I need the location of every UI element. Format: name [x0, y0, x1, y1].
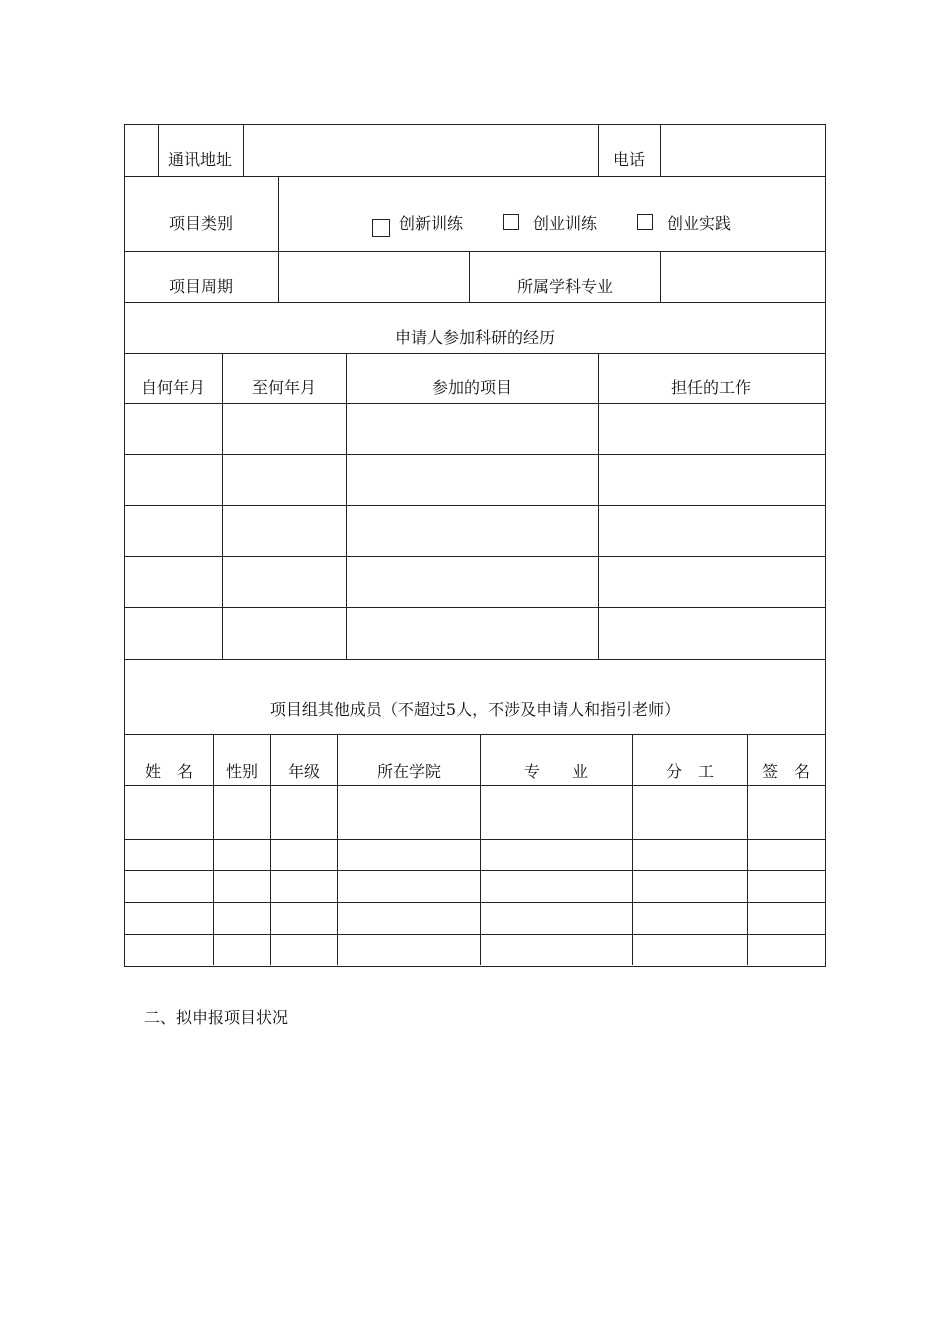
cell-divider — [222, 353, 223, 659]
option-innovation-training: 创新训练 — [399, 214, 464, 233]
members-header-duty: 分 工 — [665, 762, 715, 781]
members-header-name: 姓 名 — [144, 762, 194, 781]
option-entrepreneurship-training: 创业训练 — [533, 214, 598, 233]
row-divider — [124, 176, 825, 177]
cell-divider — [158, 124, 159, 176]
cell-divider — [213, 734, 214, 965]
section-heading: 二、拟申报项目状况 — [144, 1008, 289, 1027]
row-divider — [124, 659, 825, 660]
members-header-college: 所在学院 — [376, 762, 442, 781]
research-section-title: 申请人参加科研的经历 — [394, 328, 556, 347]
cell-divider — [469, 251, 470, 302]
cell-divider — [243, 124, 244, 176]
option-entrepreneurship-practice: 创业实践 — [667, 214, 732, 233]
row-divider — [124, 734, 825, 735]
cell-divider — [278, 251, 279, 302]
members-header-gender: 性别 — [225, 762, 259, 781]
members-header-grade: 年级 — [287, 762, 321, 781]
cell-divider — [346, 353, 347, 659]
members-header-signature: 签 名 — [761, 762, 811, 781]
cell-divider — [337, 734, 338, 965]
research-header-role: 担任的工作 — [670, 378, 752, 397]
row-divider — [124, 403, 825, 404]
cell-divider — [660, 251, 661, 302]
row-divider — [124, 505, 825, 506]
row-divider — [124, 934, 825, 935]
row-divider — [124, 302, 825, 303]
row-divider — [124, 870, 825, 871]
discipline-label: 所属学科专业 — [516, 277, 614, 296]
row-divider — [124, 839, 825, 840]
row-divider — [124, 454, 825, 455]
checkbox-entrepreneurship-practice[interactable] — [637, 214, 653, 230]
members-section-title: 项目组其他成员（不超过5人，不涉及申请人和指引老师） — [269, 700, 681, 719]
checkbox-innovation-training[interactable] — [372, 219, 390, 237]
research-header-from: 自何年月 — [140, 378, 206, 397]
cell-divider — [270, 734, 271, 965]
cell-divider — [632, 734, 633, 965]
cell-divider — [660, 124, 661, 176]
row-divider — [124, 353, 825, 354]
period-label: 项目周期 — [168, 277, 234, 296]
row-divider — [124, 785, 825, 786]
row-divider — [124, 607, 825, 608]
row-divider — [124, 556, 825, 557]
row-divider — [124, 902, 825, 903]
category-label: 项目类别 — [168, 214, 234, 233]
research-header-to: 至何年月 — [251, 378, 317, 397]
phone-label: 电话 — [613, 150, 646, 169]
row-divider — [124, 251, 825, 252]
cell-divider — [278, 176, 279, 251]
address-label: 通讯地址 — [168, 150, 233, 169]
cell-divider — [598, 353, 599, 659]
research-header-project: 参加的项目 — [431, 378, 513, 397]
members-header-major: 专 业 — [523, 762, 589, 781]
cell-divider — [747, 734, 748, 965]
checkbox-entrepreneurship-training[interactable] — [503, 214, 519, 230]
cell-divider — [598, 124, 599, 176]
cell-divider — [480, 734, 481, 965]
